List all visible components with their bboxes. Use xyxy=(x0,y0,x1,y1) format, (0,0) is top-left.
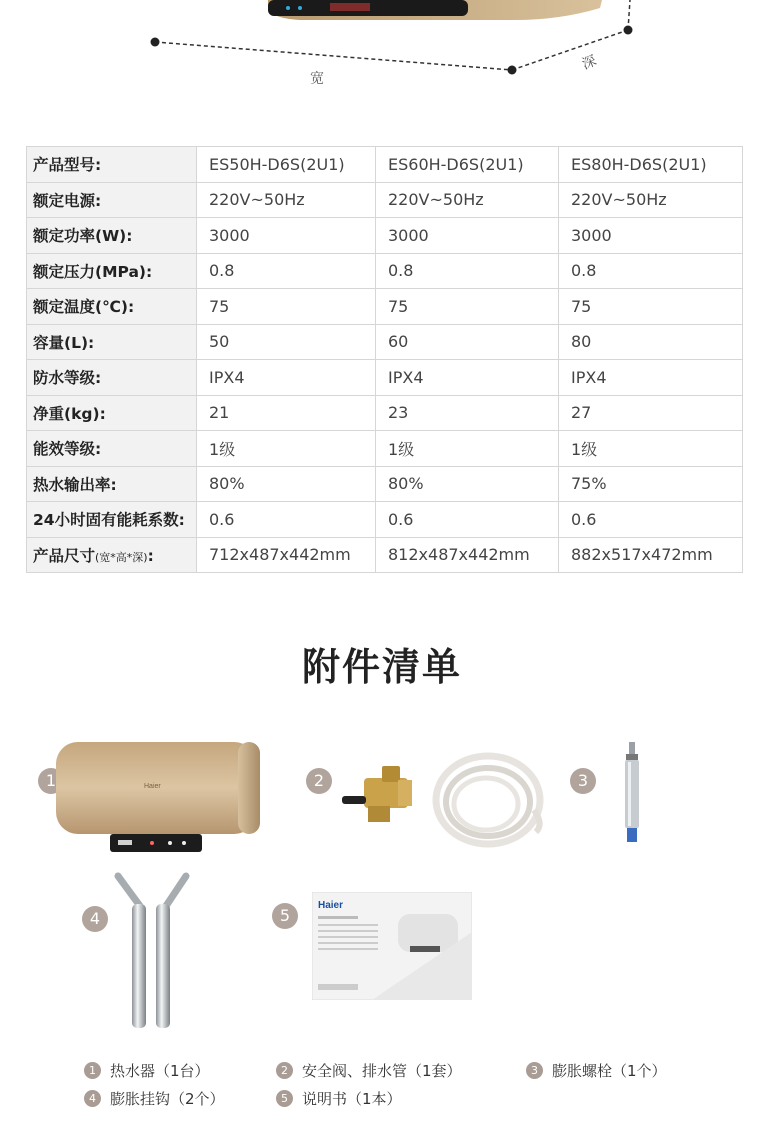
spec-cell: IPX4 xyxy=(197,360,376,396)
dimension-diagram xyxy=(0,0,764,110)
spec-cell: 80% xyxy=(197,466,376,502)
legend-number: 5 xyxy=(276,1090,293,1107)
spec-cell: 60 xyxy=(376,324,559,360)
spec-cell: 0.6 xyxy=(559,502,743,538)
spec-row xyxy=(27,253,743,289)
manual-brand-logo: Haier xyxy=(318,900,344,911)
spec-row-label: 额定功率(W): xyxy=(27,218,197,254)
spec-row xyxy=(27,289,743,325)
legend-item xyxy=(276,1088,402,1109)
legend-number: 4 xyxy=(84,1090,101,1107)
depth-label: 深 xyxy=(579,52,599,73)
legend-item xyxy=(276,1060,462,1081)
spec-row-label: 额定压力(MPa): xyxy=(27,253,197,289)
spec-cell: 75% xyxy=(559,466,743,502)
spec-cell: IPX4 xyxy=(376,360,559,396)
spec-cell: ES80H-D6S(2U1) xyxy=(559,147,743,183)
expansion-hooks-image xyxy=(110,872,194,1032)
spec-cell: 1级 xyxy=(197,431,376,467)
spec-row-label: 热水输出率: xyxy=(27,466,197,502)
instruction-manual-image xyxy=(312,892,472,1000)
spec-cell: 1级 xyxy=(376,431,559,467)
spec-row-label: 24小时固有能耗系数: xyxy=(27,502,197,538)
spec-row xyxy=(27,431,743,467)
spec-cell: 220V~50Hz xyxy=(559,182,743,218)
spec-row xyxy=(27,537,743,573)
spec-cell: 882x517x472mm xyxy=(559,537,743,573)
legend-text: 热水器（1台） xyxy=(110,1062,210,1080)
expansion-bolt-image xyxy=(620,742,644,846)
heater-dimension-drawing xyxy=(0,0,764,110)
badge-1: 1 xyxy=(38,768,64,794)
spec-row xyxy=(27,218,743,254)
safety-valve-and-drain-hose-image xyxy=(338,750,548,850)
spec-cell: 21 xyxy=(197,395,376,431)
spec-table-body xyxy=(27,147,743,573)
legend-number: 2 xyxy=(276,1062,293,1079)
spec-row xyxy=(27,324,743,360)
spec-row xyxy=(27,466,743,502)
spec-cell: 80% xyxy=(376,466,559,502)
spec-cell: 27 xyxy=(559,395,743,431)
legend-number: 3 xyxy=(526,1062,543,1079)
spec-row-label: 净重(kg): xyxy=(27,395,197,431)
legend-text: 膨胀螺栓（1个） xyxy=(552,1062,667,1080)
spec-row-label: 额定电源: xyxy=(27,182,197,218)
spec-row xyxy=(27,147,743,183)
legend-number: 1 xyxy=(84,1062,101,1079)
spec-cell: 3000 xyxy=(376,218,559,254)
accessories-title: 附件清单 xyxy=(301,645,462,689)
badge-3: 3 xyxy=(570,768,596,794)
spec-row xyxy=(27,182,743,218)
spec-cell: 75 xyxy=(559,289,743,325)
spec-cell: 80 xyxy=(559,324,743,360)
badge-2: 2 xyxy=(306,768,332,794)
spec-cell: 0.8 xyxy=(376,253,559,289)
spec-cell: ES60H-D6S(2U1) xyxy=(376,147,559,183)
spec-row-label: 产品尺寸(宽*高*深): xyxy=(27,537,197,573)
legend-text: 安全阀、排水管（1套） xyxy=(302,1062,462,1080)
spec-cell: 0.6 xyxy=(376,502,559,538)
spec-cell: 75 xyxy=(376,289,559,325)
heater-brand-logo: Haier xyxy=(144,783,161,790)
spec-cell: 75 xyxy=(197,289,376,325)
spec-cell: 3000 xyxy=(197,218,376,254)
spec-cell: 1级 xyxy=(559,431,743,467)
legend-item xyxy=(84,1060,210,1081)
spec-cell: ES50H-D6S(2U1) xyxy=(197,147,376,183)
spec-cell: 50 xyxy=(197,324,376,360)
spec-cell: 23 xyxy=(376,395,559,431)
legend-item xyxy=(84,1088,225,1109)
spec-cell: 712x487x442mm xyxy=(197,537,376,573)
width-label: 宽 xyxy=(310,71,324,87)
spec-cell: 220V~50Hz xyxy=(197,182,376,218)
spec-cell: 812x487x442mm xyxy=(376,537,559,573)
legend-text: 说明书（1本） xyxy=(302,1090,402,1108)
spec-table xyxy=(26,146,743,573)
spec-cell: 0.8 xyxy=(197,253,376,289)
spec-row xyxy=(27,395,743,431)
spec-row-label: 防水等级: xyxy=(27,360,197,396)
spec-row-label: 能效等级: xyxy=(27,431,197,467)
spec-cell: 0.6 xyxy=(197,502,376,538)
legend-text: 膨胀挂钩（2个） xyxy=(110,1090,225,1108)
spec-row xyxy=(27,502,743,538)
spec-cell: 220V~50Hz xyxy=(376,182,559,218)
spec-cell: 3000 xyxy=(559,218,743,254)
water-heater-image xyxy=(52,740,264,856)
spec-cell: 0.8 xyxy=(559,253,743,289)
spec-row-label: 产品型号: xyxy=(27,147,197,183)
badge-4: 4 xyxy=(82,906,108,932)
legend-item xyxy=(526,1060,667,1081)
spec-row-label: 容量(L): xyxy=(27,324,197,360)
spec-row-label: 额定温度(℃): xyxy=(27,289,197,325)
spec-row xyxy=(27,360,743,396)
spec-cell: IPX4 xyxy=(559,360,743,396)
badge-5: 5 xyxy=(272,903,298,929)
